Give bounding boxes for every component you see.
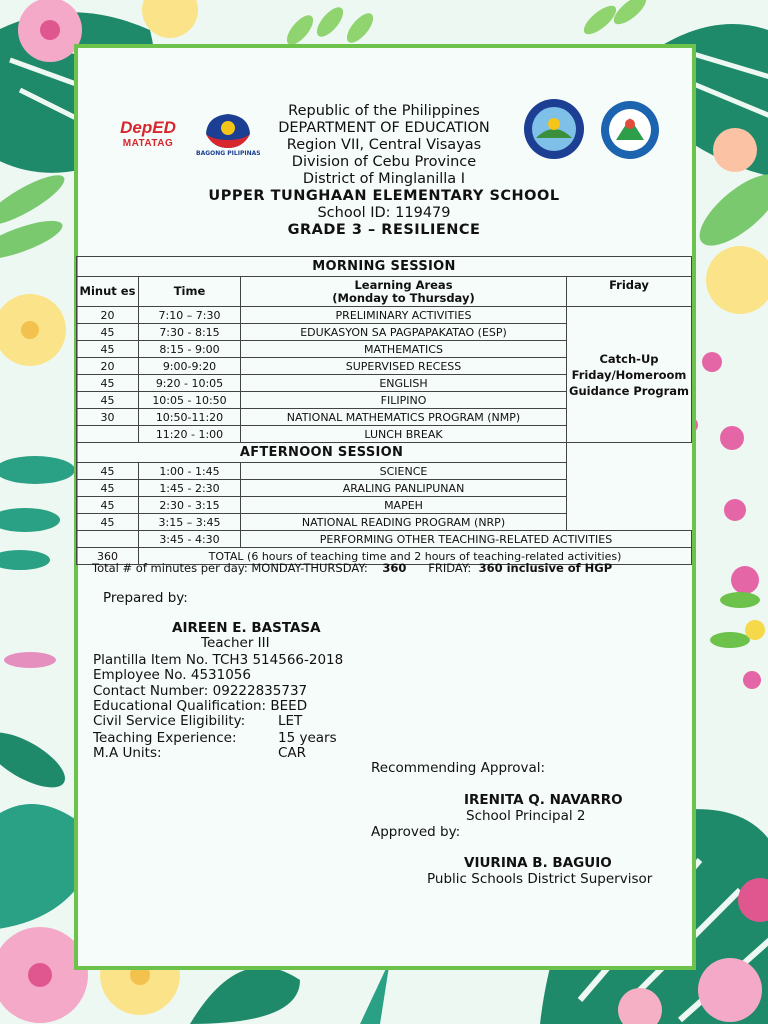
row-time: 10:05 - 10:50	[139, 392, 241, 409]
row-minutes: 45	[77, 480, 139, 497]
row-learning-area: ARALING PANLIPUNAN	[241, 480, 567, 497]
total-minutes: 360	[77, 548, 139, 565]
row-learning-area: SUPERVISED RECESS	[241, 358, 567, 375]
afternoon-session-row	[77, 443, 692, 463]
row-time: 7:10 – 7:30	[139, 307, 241, 324]
col-friday: Friday	[567, 277, 692, 307]
right-leaf-icon	[710, 592, 765, 648]
row-learning-area: MAPEH	[241, 497, 567, 514]
row-time: 3:15 – 3:45	[139, 514, 241, 531]
ma-units-value: CAR	[278, 745, 307, 761]
other-activities: PERFORMING OTHER TEACHING-RELATED ACTIVITIES	[241, 531, 692, 548]
row-learning-area: NATIONAL READING PROGRAM (NRP)	[241, 514, 567, 531]
table-header-row	[77, 277, 692, 307]
row-minutes: 45	[77, 324, 139, 341]
row-minutes: 45	[77, 392, 139, 409]
row-time: 1:45 - 2:30	[139, 480, 241, 497]
row-minutes: 45	[77, 514, 139, 531]
ma-units-label: M.A Units:	[93, 745, 162, 761]
row-time: 8:15 - 9:00	[139, 341, 241, 358]
morning-session-row	[77, 257, 692, 277]
header-region: Region VII, Central Visayas	[286, 137, 482, 153]
header-department: DEPARTMENT OF EDUCATION	[278, 120, 490, 136]
educational-qualification: Educational Qualification: BEED	[93, 698, 308, 714]
deped-matatag-logo: DepED MATATAG	[120, 118, 176, 149]
friday-program: Catch-Up Friday/Homeroom Guidance Program	[567, 307, 692, 443]
pink-hibiscus-icon	[18, 0, 82, 62]
row-minutes: 45	[77, 341, 139, 358]
recommending-label: Recommending Approval:	[371, 760, 546, 776]
header-republic: Republic of the Philippines	[288, 103, 480, 119]
vine-leaf-icon	[282, 0, 650, 49]
supervisor-position: Public Schools District Supervisor	[427, 871, 653, 887]
eligibility-label: Civil Service Eligibility:	[93, 713, 246, 729]
morning-session-title: MORNING SESSION	[77, 257, 692, 277]
contact-number: Contact Number: 09222835737	[93, 683, 308, 699]
col-learning-areas: Learning Areas (Monday to Thursday)	[241, 277, 567, 307]
row-minutes: 20	[77, 307, 139, 324]
row-time: 9:00-9:20	[139, 358, 241, 375]
afternoon-session-title: AFTERNOON SESSION	[77, 443, 567, 463]
row-time: 9:20 - 10:05	[139, 375, 241, 392]
grade-section: GRADE 3 – RESILIENCE	[287, 222, 481, 238]
table-row	[77, 497, 692, 514]
minutes-summary: Total # of minutes per day: MONDAY-THURSDAY: 360 FRIDAY: 360 inclusive of HGP	[92, 561, 613, 575]
table-row	[77, 480, 692, 497]
row-minutes: 20	[77, 358, 139, 375]
row-minutes: 45	[77, 497, 139, 514]
class-schedule-table	[76, 256, 692, 565]
row-time: 11:20 - 1:00	[139, 426, 241, 443]
row-learning-area: FILIPINO	[241, 392, 567, 409]
row-learning-area: NATIONAL MATHEMATICS PROGRAM (NMP)	[241, 409, 567, 426]
total-text: TOTAL (6 hours of teaching time and 2 hours of teaching-related activities)	[139, 548, 692, 565]
row-learning-area: LUNCH BREAK	[241, 426, 567, 443]
col-time: Time	[139, 277, 241, 307]
header-district: District of Minglanilla I	[302, 171, 466, 187]
row-learning-area: PRELIMINARY ACTIVITIES	[241, 307, 567, 324]
table-row	[77, 531, 692, 548]
col-minutes: Minut es	[77, 277, 139, 307]
row-time: 10:50-11:20	[139, 409, 241, 426]
row-time: 2:30 - 3:15	[139, 497, 241, 514]
row-learning-area: MATHEMATICS	[241, 341, 567, 358]
table-row	[77, 514, 692, 531]
row-learning-area: EDUKASYON SA PAGPAPAKATAO (ESP)	[241, 324, 567, 341]
eligibility-value: LET	[278, 713, 303, 729]
plantilla-item: Plantilla Item No. TCH3 514566-2018	[93, 652, 344, 668]
prepared-by-label: Prepared by:	[103, 590, 188, 606]
other-time: 3:45 - 4:30	[139, 531, 241, 548]
row-time: 1:00 - 1:45	[139, 463, 241, 480]
table-row	[77, 463, 692, 480]
row-minutes: 45	[77, 463, 139, 480]
row-time: 7:30 - 8:15	[139, 324, 241, 341]
teacher-position: Teacher III	[201, 635, 270, 651]
employee-number: Employee No. 4531056	[93, 667, 251, 683]
school-id: School ID: 119479	[317, 205, 451, 221]
row-learning-area: ENGLISH	[241, 375, 567, 392]
row-learning-area: SCIENCE	[241, 463, 567, 480]
school-name: UPPER TUNGHAAN ELEMENTARY SCHOOL	[208, 188, 560, 204]
experience-label: Teaching Experience:	[93, 730, 237, 746]
row-minutes	[77, 426, 139, 443]
principal-name: IRENITA Q. NAVARRO	[464, 792, 623, 808]
experience-value: 15 years	[278, 730, 337, 746]
supervisor-name: VIURINA B. BAGUIO	[464, 855, 612, 871]
approved-label: Approved by:	[371, 824, 461, 840]
row-minutes: 30	[77, 409, 139, 426]
row-minutes: 45	[77, 375, 139, 392]
table-row	[77, 307, 692, 324]
teacher-name: AIREEN E. BASTASA	[172, 620, 321, 636]
bagong-pilipinas-logo: BAGONG PILIPINAS	[196, 112, 260, 162]
principal-position: School Principal 2	[466, 808, 586, 824]
header-division: Division of Cebu Province	[291, 154, 477, 170]
